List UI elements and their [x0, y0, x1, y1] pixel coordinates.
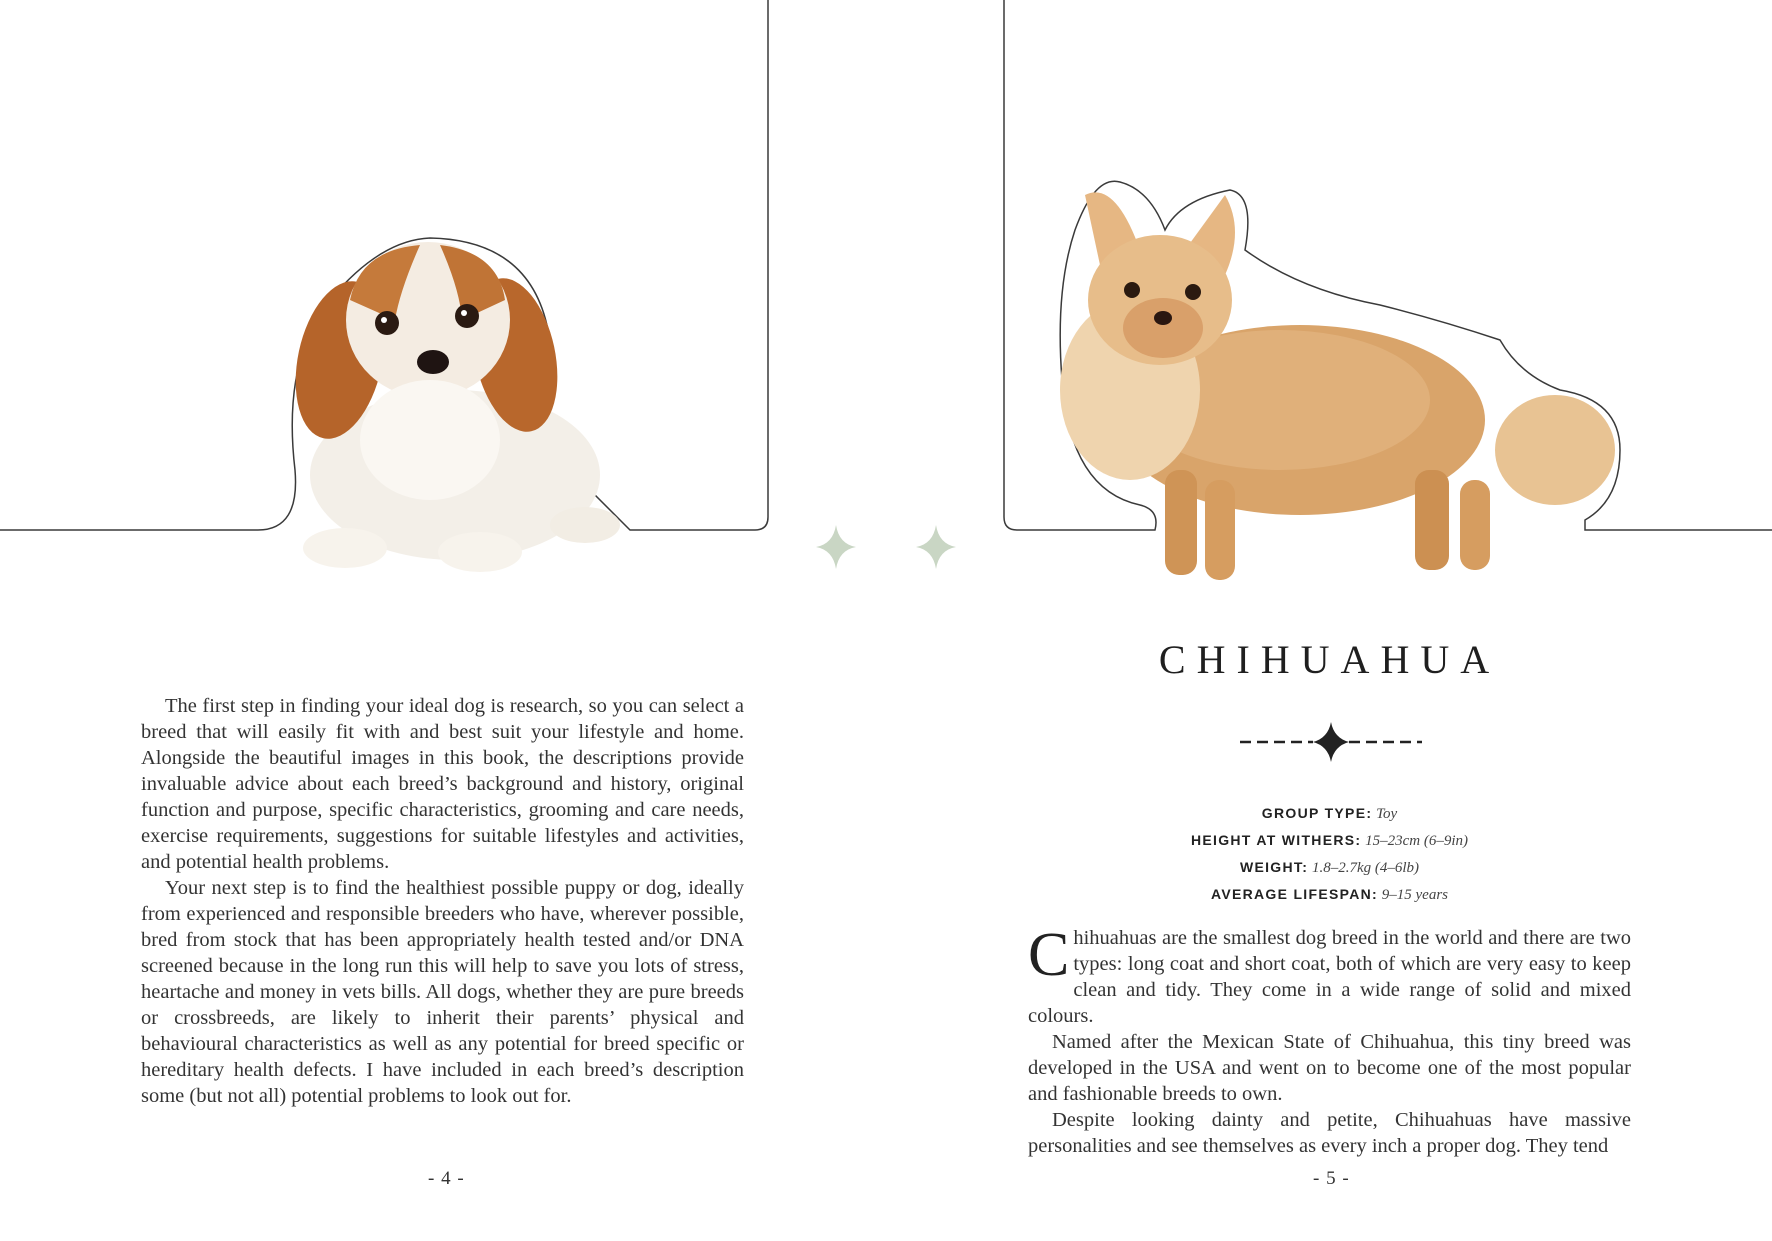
left-paragraph-1: The first step in finding your ideal dog is research, so you can select a breed that will easily fit with and best suit your lifestyle and home. Alongside the beautiful images in this book, the descriptions provide invaluable advice about each breed’s background and history, original function and purpose, specific characteristics, grooming and care needs, exercise requirements, suggestions for suitable lifestyles and activities, and potential health problems.	[141, 695, 744, 873]
right-paragraph-2: Named after the Mexican State of Chihuahua, this tiny breed was developed in the USA and went on to become one of the most popular and fashionable breeds to own.	[1028, 1031, 1631, 1105]
right-page-body	[1028, 921, 1631, 1159]
fact-lifespan	[1028, 881, 1631, 908]
fact-value: 9–15 years	[1381, 887, 1449, 903]
fact-height	[1028, 827, 1631, 854]
four-point-star-icon	[1313, 722, 1349, 762]
page-number-left: - 4 -	[428, 1168, 465, 1189]
fact-value: 1.8–2.7kg (4–6lb)	[1311, 860, 1420, 876]
breed-facts	[1028, 800, 1631, 908]
sparkle-icon	[916, 525, 956, 569]
left-paragraph-2: Your next step is to find the healthiest possible puppy or dog, ideally from experienced and responsible breeders who have, wherever possible, bred from stock that has been appropriately health tested and/or DNA screened because in the long run this will help to save you lots of stress, heartache and money in vets bills. All dogs, whether they are pure breeds or crossbreeds, are likely to inherit their parents’ physical and behavioural characteristics as well as any potential for breed specific or hereditary health defects. I have included in each breed’s description some (but not all) potential problems to look out for.	[141, 877, 744, 1107]
fact-label: GROUP TYPE:	[1261, 805, 1373, 821]
left-page-body	[141, 693, 744, 1109]
fact-value: Toy	[1376, 806, 1398, 822]
drop-cap: C	[1028, 921, 1070, 989]
chihuahua-photo-icon	[1060, 192, 1615, 580]
fact-label: AVERAGE LIFESPAN:	[1210, 886, 1379, 902]
sparkle-icon	[816, 525, 856, 569]
fact-value: 15–23cm (6–9in)	[1365, 833, 1469, 849]
fact-group-type	[1028, 800, 1631, 827]
page-number-right: - 5 -	[1313, 1168, 1350, 1189]
right-paragraph-1	[1028, 921, 1631, 1029]
puppy-photo-icon	[282, 242, 620, 572]
title-divider	[1240, 722, 1422, 762]
breed-title: CHIHUAHUA	[1158, 637, 1501, 682]
right-paragraph-3: Despite looking dainty and petite, Chihuahuas have massive personalities and see themselves as every inch a proper dog. They tend	[1028, 1109, 1631, 1157]
right-paragraph-1-text: hihuahuas are the smallest dog breed in the world and there are two types: long coat and short coat, both of which are very easy to keep clean and tidy. They come in a wide range of solid and mixed colours.	[1028, 927, 1631, 1027]
sparkle-ornaments	[816, 525, 956, 569]
fact-label: WEIGHT:	[1239, 859, 1309, 875]
fact-label: HEIGHT AT WITHERS:	[1190, 832, 1362, 848]
fact-weight	[1028, 854, 1631, 881]
